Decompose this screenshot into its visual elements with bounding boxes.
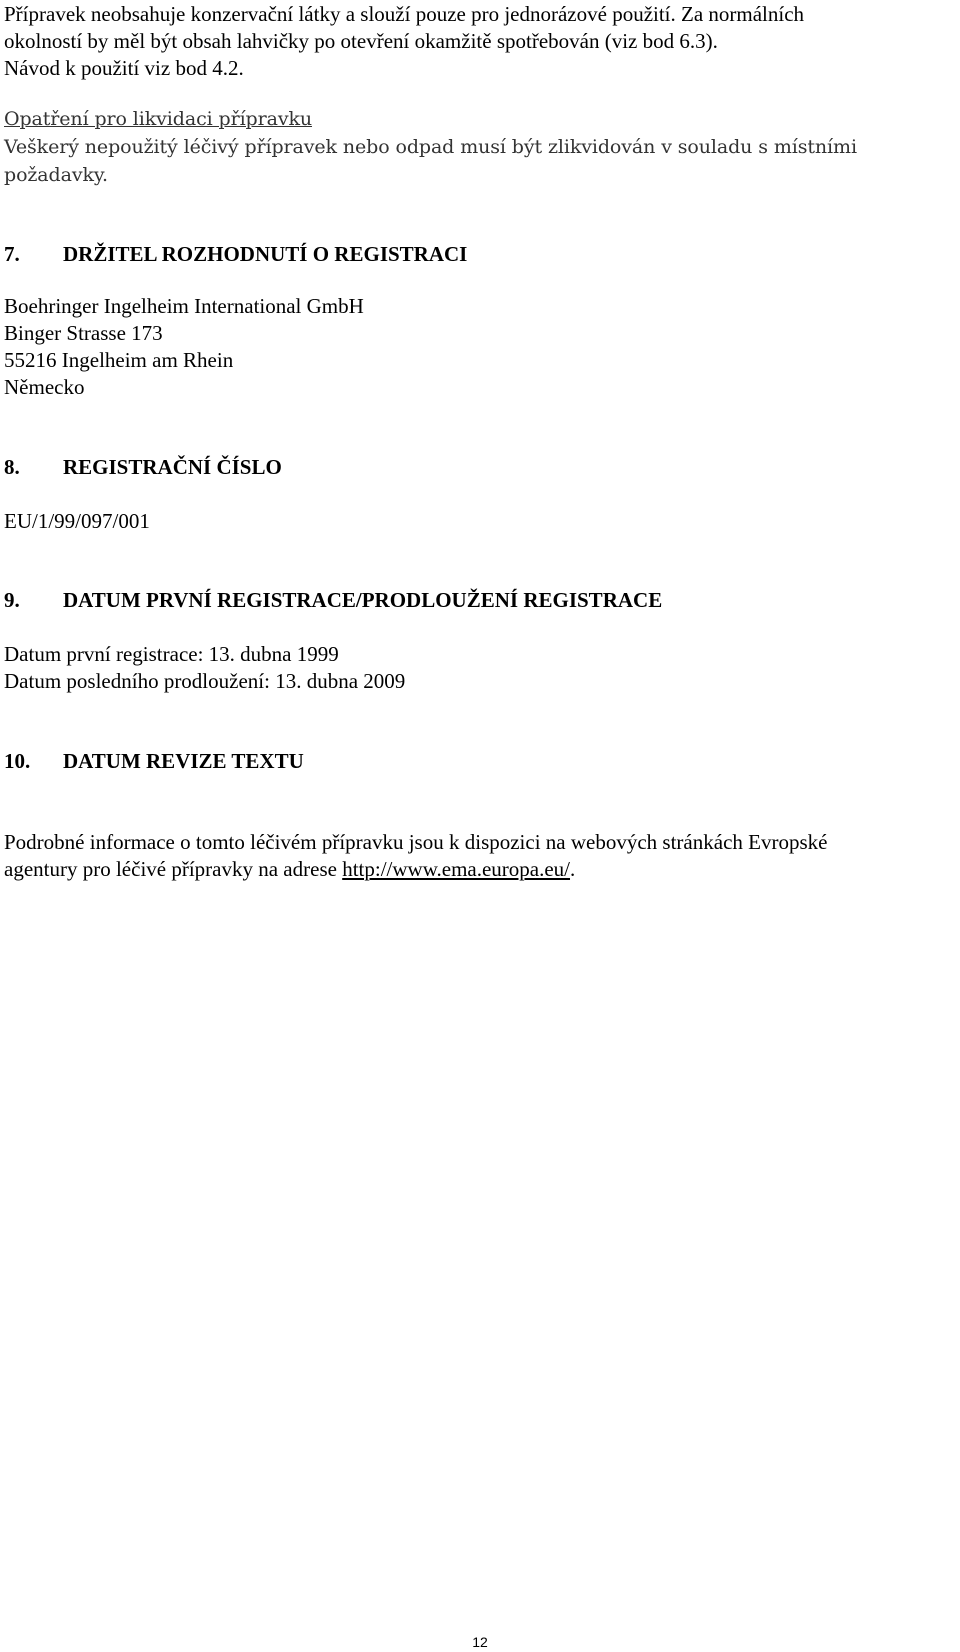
section-number: 8. xyxy=(4,455,20,479)
section-number: 7. xyxy=(4,242,20,266)
info-text-suffix: . xyxy=(570,857,576,881)
disposal-title: Opatření pro likvidaci přípravku xyxy=(4,108,313,130)
section-number: 9. xyxy=(4,588,20,612)
page-number: 12 xyxy=(472,1634,488,1650)
section-title: DATUM PRVNÍ REGISTRACE/PRODLOUŽENÍ REGISTRACE xyxy=(63,588,663,612)
section-10-heading xyxy=(4,747,304,775)
section-title: DRŽITEL ROZHODNUTÍ O REGISTRACI xyxy=(63,242,468,266)
section-title: DATUM REVIZE TEXTU xyxy=(63,749,304,773)
address-line: Německo xyxy=(4,375,85,399)
info-text-prefix: agentury pro léčivé přípravky na adrese xyxy=(4,857,343,881)
disposal-text-line: Veškerý nepoužitý léčivý přípravek nebo odpad musí být zlikvidován v souladu s místními xyxy=(4,136,857,158)
body-text-line: okolností by měl být obsah lahvičky po otevření okamžitě spotřebován (viz bod 6.3). xyxy=(4,29,718,53)
section-title: REGISTRAČNÍ ČÍSLO xyxy=(63,455,282,479)
last-renewal-date: Datum posledního prodloužení: 13. dubna 2009 xyxy=(4,669,406,693)
section-9-heading xyxy=(4,586,662,614)
section-8-heading xyxy=(4,453,282,481)
registration-number: EU/1/99/097/001 xyxy=(4,509,150,533)
address-line: 55216 Ingelheim am Rhein xyxy=(4,348,234,372)
ema-website-link[interactable]: http://www.ema.europa.eu/ xyxy=(342,857,571,881)
info-text-line: Podrobné informace o tomto léčivém přípravku jsou k dispozici na webových stránkách Evropské xyxy=(4,830,828,854)
address-line: Binger Strasse 173 xyxy=(4,321,163,345)
address-line: Boehringer Ingelheim International GmbH xyxy=(4,294,364,318)
section-number: 10. xyxy=(4,749,31,773)
info-text-line xyxy=(4,855,575,883)
body-text-line: Přípravek neobsahuje konzervační látky a slouží pouze pro jednorázové použití. Za normálních xyxy=(4,2,805,26)
first-registration-date: Datum první registrace: 13. dubna 1999 xyxy=(4,642,339,666)
section-7-heading xyxy=(4,240,467,268)
disposal-text-line: požadavky. xyxy=(4,164,108,186)
body-text-line: Návod k použití viz bod 4.2. xyxy=(4,56,244,80)
